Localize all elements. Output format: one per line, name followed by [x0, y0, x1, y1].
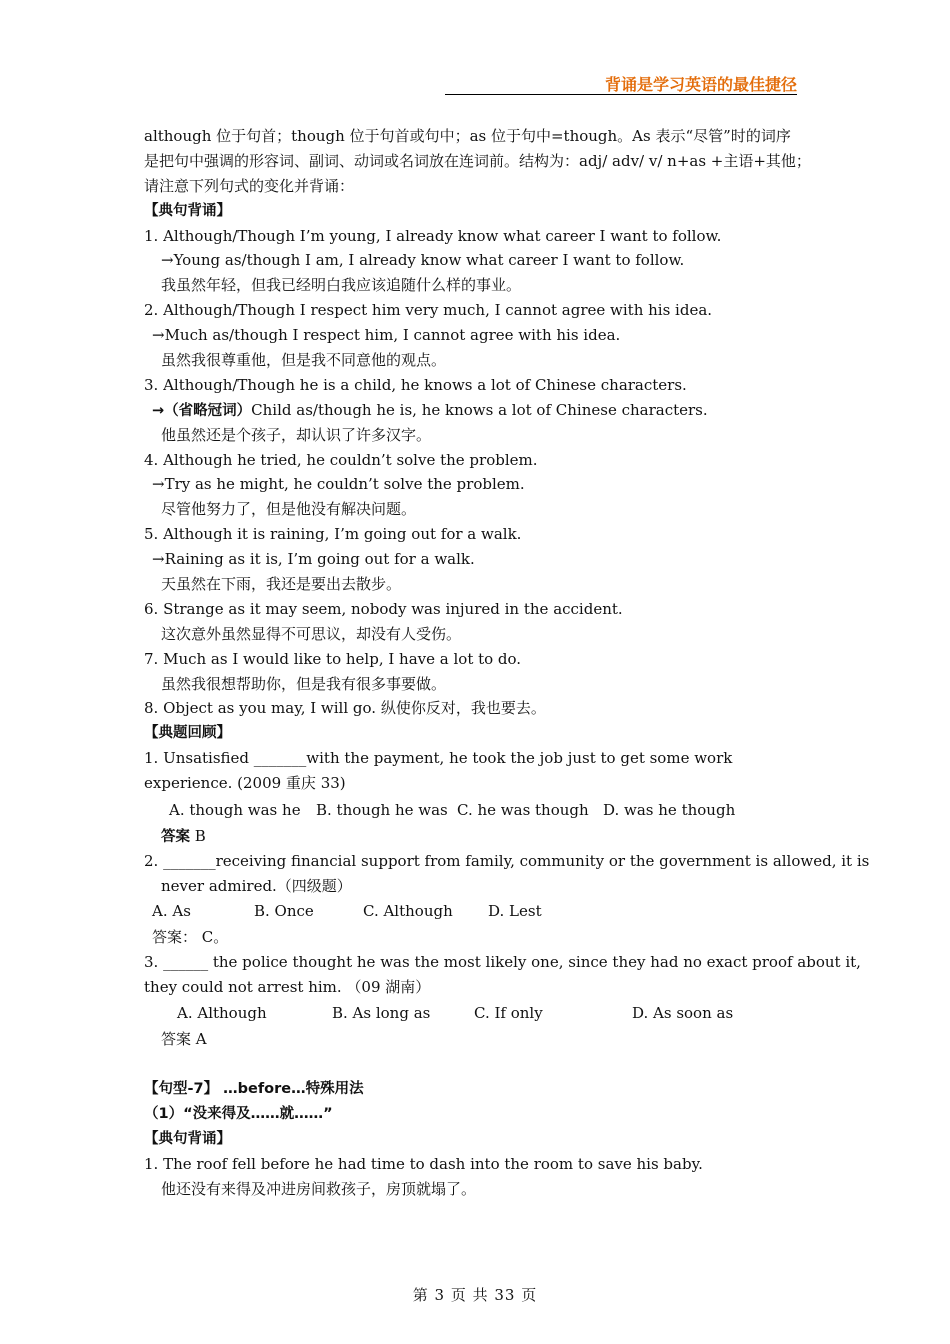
option-a: A. As	[152, 901, 191, 920]
example-sentence: 4. Although he tried, he couldn’t solve the problem.	[144, 450, 538, 469]
page-content	[144, 124, 870, 1202]
example-translation: 他还没有来得及冲进房间救孩子，房顶就塌了。	[161, 1179, 477, 1198]
example-transform: →Try as he might, he couldn’t solve the problem.	[152, 475, 525, 494]
example-sentence: 6. Strange as it may seem, nobody was injured in the accident.	[144, 599, 623, 618]
option-c: C. he was though	[457, 801, 589, 820]
example-translation: 天虽然在下雨，我还是要出去散步。	[161, 575, 402, 594]
transform-note: →（省略冠词）	[152, 402, 252, 419]
example-translation: 尽管他努力了，但是他没有解决问题。	[161, 500, 417, 519]
section-heading: 【典句背诵】	[144, 1130, 231, 1147]
example-translation: 这次意外虽然显得不可思议，却没有人受伤。	[161, 624, 462, 643]
example-transform	[144, 398, 816, 423]
example-sentence: 7. Much as I would like to help, I have a lot to do.	[144, 649, 522, 668]
page-header	[445, 72, 797, 95]
example-translation: 他虽然还是个孩子，却认识了许多汉字。	[161, 425, 432, 444]
example-transform: →Raining as it is, I’m going out for a walk.	[152, 550, 475, 569]
option-c: C. If only	[474, 1004, 543, 1023]
example-translation: 我虽然年轻，但我已经明白我应该追随什么样的事业。	[161, 276, 522, 295]
page-footer: 第 3 页 共 33 页	[412, 1286, 538, 1304]
question-stem: 3. ______ the police thought he was the most likely one, since they had no exact proof about it,	[144, 952, 861, 971]
intro-line: 请注意下列句式的变化并背诵：	[144, 176, 355, 195]
spacer	[144, 1052, 816, 1077]
intro-line: 是把句中强调的形容词、副词、动词或名词放在连词前。结构为：adj/ adv/ v/ n+as +主语+其他；	[144, 151, 811, 170]
example-translation: 虽然我很尊重他，但是我不同意他的观点。	[161, 351, 447, 370]
section-title: 【句型-7】 …before…特殊用法	[144, 1081, 364, 1098]
option-d: D. was he though	[603, 801, 736, 820]
section-heading: 【典句背诵】	[144, 202, 231, 219]
example-sentence: 1. Although/Though I’m young, I already know what career I want to follow.	[144, 226, 722, 245]
option-a: A. though was he	[169, 801, 301, 820]
option-a: A. Although	[177, 1004, 267, 1023]
section-subtitle: （1）“没来得及……就……”	[144, 1106, 333, 1123]
header-title: 背诵是学习英语的最佳捷径	[604, 75, 797, 94]
example-transform: →Young as/though I am, I already know what career I want to follow.	[161, 251, 685, 270]
section-heading: 【典题回顾】	[144, 725, 231, 742]
intro-line: although 位于句首；though 位于句首或句中；as 位于句中=though。As 表示“尽管”时的词序	[144, 127, 791, 145]
option-row	[144, 798, 816, 824]
option-row	[144, 1001, 816, 1027]
answer: 答案 A	[161, 1030, 207, 1049]
example-sentence: 5. Although it is raining, I’m going out for a walk.	[144, 525, 522, 544]
answer: 答案： C。	[152, 927, 229, 946]
option-b: B. Once	[254, 901, 314, 920]
example-sentence: 1. The roof fell before he had time to dash into the room to save his baby.	[144, 1154, 703, 1173]
question-stem: 1. Unsatisfied _______with the payment, he took the job just to get some work experience. (2009 重庆 33)	[144, 749, 733, 793]
example-translation: 虽然我很想帮助你，但是我有很多事要做。	[161, 674, 447, 693]
option-d: D. Lest	[488, 901, 542, 920]
question-stem: 2. _______receiving financial support from family, community or the government is allowed, it is	[144, 851, 870, 870]
answer-value: B	[190, 827, 206, 846]
answer	[144, 824, 816, 849]
question-stem-cont: they could not arrest him. （09 湖南）	[144, 977, 431, 996]
question-stem-cont: never admired.（四级题）	[161, 876, 352, 895]
option-c: C. Although	[363, 901, 453, 920]
example-sentence: 3. Although/Though he is a child, he knows a lot of Chinese characters.	[144, 375, 687, 394]
answer-label: 答案	[161, 829, 190, 846]
option-b: B. As long as	[332, 1004, 431, 1023]
option-row	[144, 899, 816, 925]
transform-text: Child as/though he is, he knows a lot of Chinese characters.	[251, 400, 708, 419]
option-d: D. As soon as	[632, 1004, 734, 1023]
option-b: B. though he was	[316, 801, 448, 820]
example-transform: →Much as/though I respect him, I cannot agree with his idea.	[152, 326, 621, 345]
example-sentence: 2. Although/Though I respect him very much, I cannot agree with his idea.	[144, 301, 713, 320]
example-sentence: 8. Object as you may, I will go. 纵使你反对，我也要去。	[144, 699, 546, 718]
